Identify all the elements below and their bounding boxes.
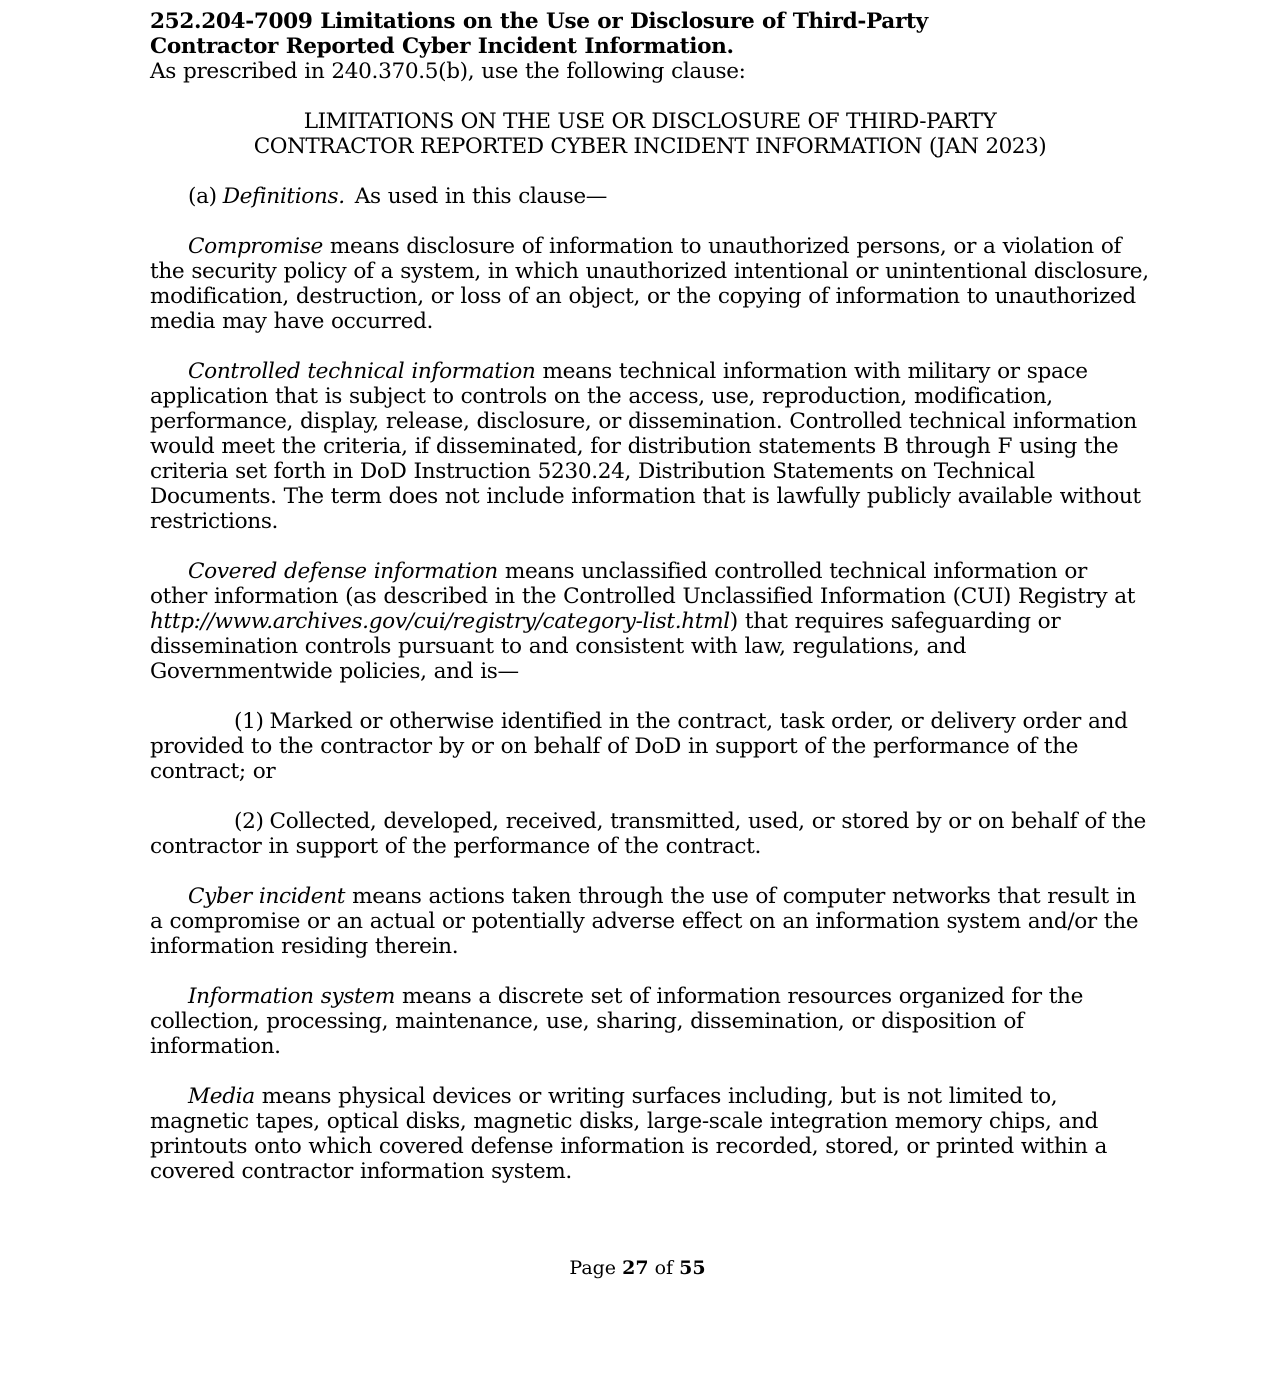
section-heading <box>150 9 1150 59</box>
definition-term: Compromise <box>188 234 323 259</box>
definition-text: means unclassified controlled technical information or other information (as described in the Controlled Unclassified Information (CUI) Registry at <box>150 559 1136 609</box>
definition-controlled-technical-information <box>150 359 1150 534</box>
definition-text: means disclosure of information to unauthorized persons, or a violation of the security policy of a system, in which unauthorized intentional or unintentional disclosure, modification, destruction, or loss of an object, or the copying of information to unauthorized media may have occurred. <box>150 234 1149 334</box>
section-heading-line1: 252.204-7009 Limitations on the Use or Disclosure of Third-Party <box>150 9 928 34</box>
page-word: Page <box>569 1257 617 1279</box>
clause-title-line1: LIMITATIONS ON THE USE OR DISCLOSURE OF THIRD-PARTY <box>303 109 997 134</box>
of-word: of <box>654 1257 674 1279</box>
definition-text: means a discrete set of information resources organized for the collection, processing, maintenance, use, sharing, dissemination, or disposition of information. <box>150 984 1084 1059</box>
definition-term: Media <box>188 1084 255 1109</box>
definition-information-system <box>150 984 1150 1059</box>
definition-covered-defense-information <box>150 559 1150 684</box>
subparagraph-1 <box>150 709 1150 784</box>
paragraph-a-label: (a) <box>188 184 217 209</box>
paragraph-a-text: As used in this clause— <box>354 184 608 209</box>
definition-compromise <box>150 234 1150 334</box>
definition-text: means physical devices or writing surfaces including, but is not limited to, magnetic tapes, optical disks, magnetic disks, large-scale integration memory chips, and printouts onto which covered defense information is recorded, stored, or printed within a covered contractor information system. <box>150 1084 1108 1184</box>
clause-title <box>150 109 1150 159</box>
paragraph-a <box>150 184 1150 209</box>
subparagraph-text: Collected, developed, received, transmitted, used, or stored by or on behalf of the contractor in support of the performance of the contract. <box>150 809 1146 859</box>
definition-term: Controlled technical information <box>188 359 536 384</box>
definition-text: means technical information with military or space application that is subject to controls on the access, use, reproduction, modification, performance, display, release, disclosure, or dissemination. Controlled technical information would meet the criteria, if disseminated, for distribution statements B through F using the criteria set forth in DoD Instruction 5230.24, Distribution Statements on Technical Documents. The term does not include information that is lawfully publicly available without restrictions. <box>150 359 1141 534</box>
section-heading-line2: Contractor Reported Cyber Incident Information. <box>150 34 734 59</box>
current-page-number: 27 <box>622 1257 649 1279</box>
paragraph-a-term: Definitions. <box>222 184 345 209</box>
prescription-intro: As prescribed in 240.370.5(b), use the following clause: <box>150 59 746 84</box>
definition-media <box>150 1084 1150 1184</box>
definition-cyber-incident <box>150 884 1150 959</box>
subparagraph-label: (1) <box>234 709 264 734</box>
document-page <box>150 9 1150 1209</box>
page-footer <box>0 1256 1275 1280</box>
total-pages-number: 55 <box>679 1257 706 1279</box>
clause-title-line2: CONTRACTOR REPORTED CYBER INCIDENT INFORMATION (JAN 2023) <box>253 134 1047 159</box>
cui-registry-url: http://www.archives.gov/cui/registry/category-list.html <box>150 609 730 634</box>
definition-term: Covered defense information <box>188 559 498 584</box>
subparagraph-label: (2) <box>234 809 264 834</box>
subparagraph-2 <box>150 809 1150 859</box>
subparagraph-text: Marked or otherwise identified in the contract, task order, or delivery order and provided to the contractor by or on behalf of DoD in support of the performance of the contract; or <box>150 709 1128 784</box>
definition-text: ) that requires safeguarding or dissemination controls pursuant to and consistent with law, regulations, and Governmentwide policies, and is— <box>150 609 1061 684</box>
definition-term: Cyber incident <box>188 884 346 909</box>
definition-term: Information system <box>188 984 395 1009</box>
definition-text: means actions taken through the use of computer networks that result in a compromise or an actual or potentially adverse effect on an information system and/or the information residing therein. <box>150 884 1139 959</box>
